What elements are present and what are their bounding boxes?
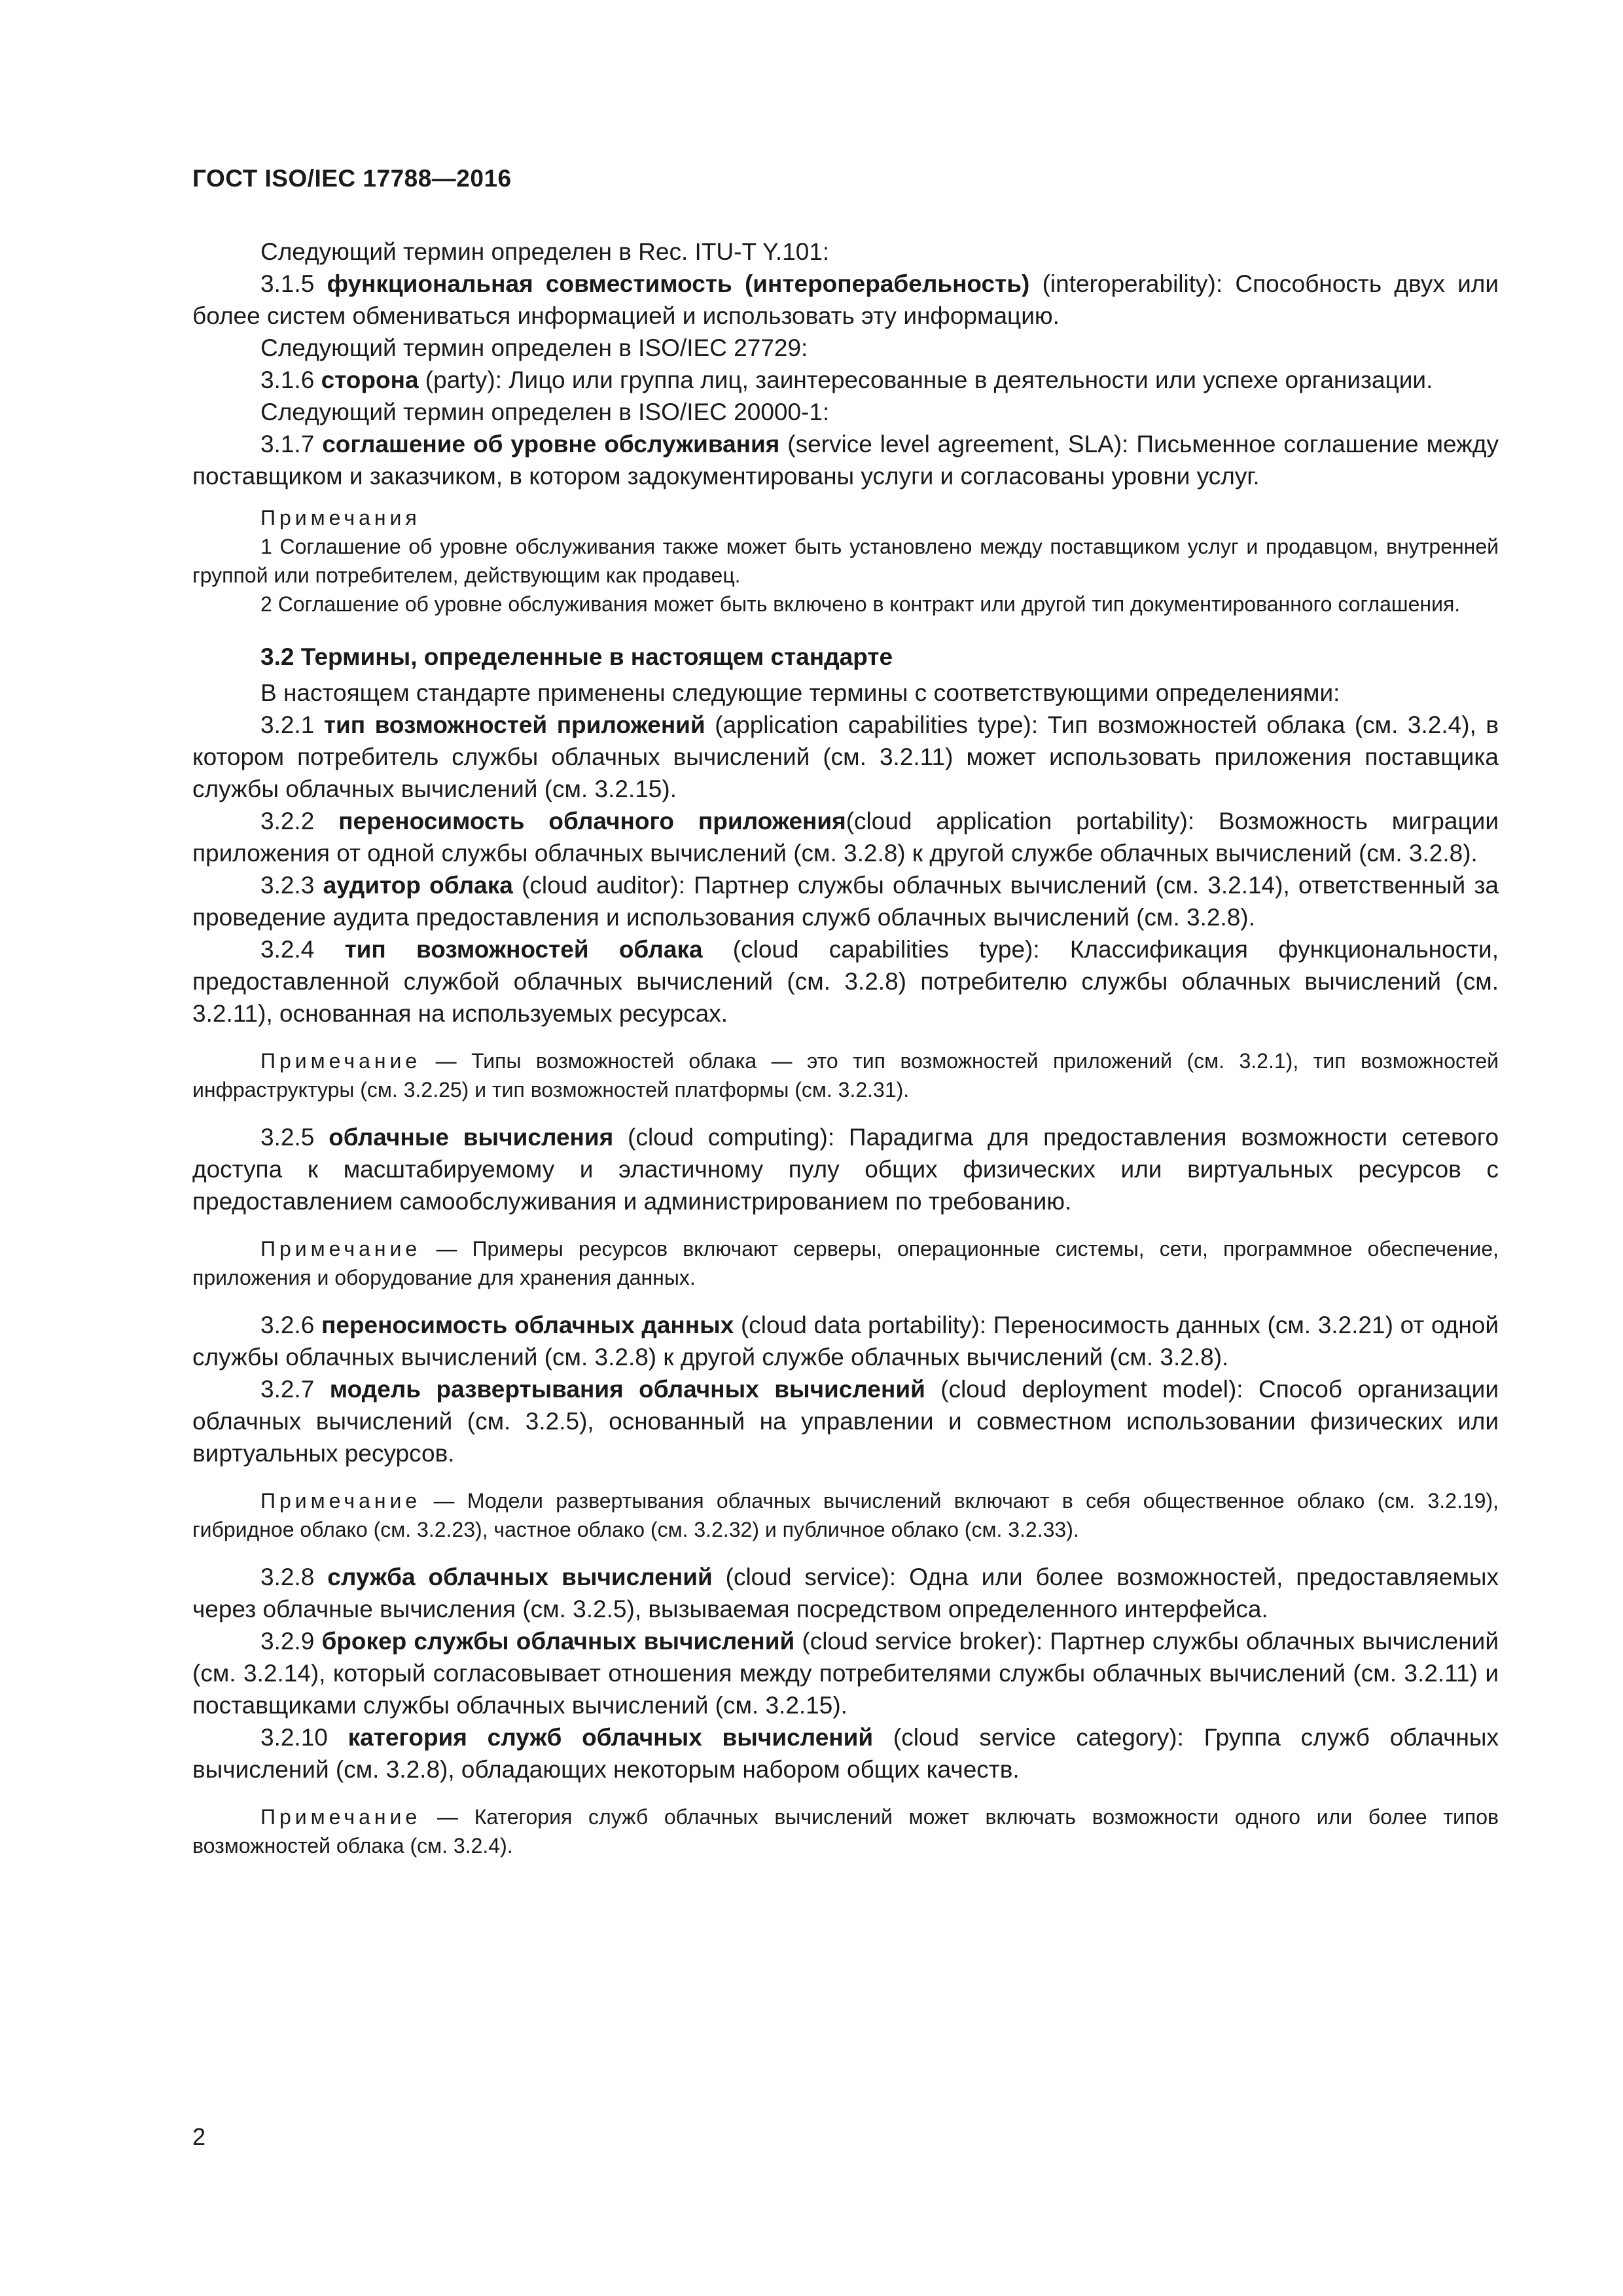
term-number: 3.2.10 xyxy=(260,1724,328,1751)
term-3-2-6 xyxy=(192,1309,1499,1373)
term-number: 3.2.1 xyxy=(260,711,315,738)
note-text: — Модели развертывания облачных вычислений включают в себя общественное облако (см. 3.2.19), гибридное облако (см. 3.2.23), частное облако (см. 3.2.32) и публичное облако (см. 3.2.33). xyxy=(192,1489,1499,1541)
notes-heading: Примечания xyxy=(260,506,421,529)
term-3-2-7 xyxy=(192,1373,1499,1469)
term-name: аудитор облака xyxy=(323,872,513,899)
page-number: 2 xyxy=(192,2123,206,2150)
term-3-1-5 xyxy=(192,268,1499,332)
term-3-2-10 xyxy=(192,1721,1499,1785)
term-definition: (cloud computing): Парадигма для предоставления возможности сетевого доступа к масштабируемому и эластичному пулу общих физических или виртуальных ресурсов с предоставлением самообслуживания и администрированием по требованию. xyxy=(192,1124,1499,1215)
term-number: 3.2.9 xyxy=(260,1628,315,1655)
term-3-1-6 xyxy=(192,364,1499,396)
term-number: 3.2.5 xyxy=(260,1124,315,1151)
term-definition: (service level agreement, SLA): Письменное соглашение между поставщиком и заказчиком, в котором задокументированы услуги и согласованы уровни услуг. xyxy=(192,431,1499,490)
term-definition: (cloud auditor): Партнер службы облачных вычислений (см. 3.2.14), ответственный за проведение аудита предоставления и использования служб облачных вычислений (см. 3.2.8). xyxy=(192,872,1499,931)
section-heading: 3.2 Термины, определенные в настоящем стандарте xyxy=(260,643,893,670)
term-definition: (party): Лицо или группа лиц, заинтересованные в деятельности или успехе организации. xyxy=(418,367,1433,393)
term-number: 3.1.5 xyxy=(260,270,315,297)
term-number: 3.1.6 xyxy=(260,367,315,393)
note-2: 2 Соглашение об уровне обслуживания может быть включено в контракт или другой тип документированного соглашения. xyxy=(260,592,1461,616)
term-3-2-4 xyxy=(192,933,1499,1030)
term-name: категория служб облачных вычислений xyxy=(348,1724,874,1751)
term-definition: (application capabilities type): Тип возможностей облака (см. 3.2.4), в котором потребитель службы облачных вычислений (см. 3.2.11) может использовать приложения поставщика службы облачных вычислений (см. 3.2.15). xyxy=(192,711,1499,802)
term-number: 3.2.7 xyxy=(260,1376,315,1403)
term-number: 3.2.8 xyxy=(260,1564,315,1590)
term-name: облачные вычисления xyxy=(329,1124,614,1151)
term-name: брокер службы облачных вычислений xyxy=(321,1628,795,1655)
note-3-2-5 xyxy=(192,1234,1499,1292)
note-3-2-7 xyxy=(192,1486,1499,1544)
note-label: Примечание xyxy=(260,1489,421,1513)
term-name: тип возможностей облака xyxy=(344,936,703,963)
term-name: соглашение об уровне обслуживания xyxy=(322,431,780,457)
term-name: модель развертывания облачных вычислений xyxy=(329,1376,925,1403)
note-1: 1 Соглашение об уровне обслуживания также может быть установлено между поставщиком услуг и продавцом, внутренней группой или потребителем, действующим как продавец. xyxy=(192,535,1499,587)
document-body xyxy=(192,236,1499,1877)
term-number: 3.2.4 xyxy=(260,936,315,963)
term-3-2-1 xyxy=(192,709,1499,805)
term-name: сторона xyxy=(321,367,419,393)
term-name: тип возможностей приложений xyxy=(323,711,705,738)
term-definition: (cloud data portability): Переносимость данных (см. 3.2.21) от одной службы облачных вычислений (см. 3.2.8) к другой службе облачных вычислений (см. 3.2.8). xyxy=(192,1312,1499,1371)
note-text: — Типы возможностей облака — это тип возможностей приложений (см. 3.2.1), тип возможностей инфраструктуры (см. 3.2.25) и тип возможностей платформы (см. 3.2.31). xyxy=(192,1049,1499,1102)
term-number: 3.1.7 xyxy=(260,431,315,457)
section-intro: В настоящем стандарте применены следующие термины с соответствующими определениями: xyxy=(260,679,1340,706)
term-3-1-7 xyxy=(192,428,1499,492)
term-definition: (cloud capabilities type): Классификация функциональности, предоставленной службой облачных вычислений (см. 3.2.8) потребителю службы облачных вычислений (см. 3.2.11), основанная на используемых ресурсах. xyxy=(192,936,1499,1027)
term-definition: (interoperability): Способность двух или более систем обмениваться информацией и использовать эту информацию. xyxy=(192,270,1499,329)
term-definition: (cloud application portability): Возможность миграции приложения от одной службы облачных вычислений (см. 3.2.8) к другой службе облачных вычислений (см. 3.2.8). xyxy=(192,808,1499,867)
term-name: служба облачных вычислений xyxy=(327,1564,713,1590)
term-definition: (cloud deployment model): Способ организации облачных вычислений (см. 3.2.5), основанный на управлении и совместном использовании физических или виртуальных ресурсов. xyxy=(192,1376,1499,1467)
note-label: Примечание xyxy=(260,1049,421,1073)
source-line: Следующий термин определен в Rec. ITU-T Y.101: xyxy=(260,238,830,265)
note-text: — Примеры ресурсов включают серверы, операционные системы, сети, программное обеспечение, приложения и оборудование для хранения данных. xyxy=(192,1237,1499,1289)
term-3-2-3 xyxy=(192,869,1499,933)
term-definition: (cloud service broker): Партнер службы облачных вычислений (см. 3.2.14), который согласовывает отношения между потребителями службы облачных вычислений (см. 3.2.11) и поставщиками службы облачных вычислений (см. 3.2.15). xyxy=(192,1628,1499,1719)
note-label: Примечание xyxy=(260,1805,421,1829)
note-3-2-4 xyxy=(192,1047,1499,1104)
document-header: ГОСТ ISO/IEC 17788—2016 xyxy=(192,165,512,192)
term-definition: (cloud service): Одна или более возможностей, предоставляемых через облачные вычисления (см. 3.2.5), вызываемая посредством определенного интерфейса. xyxy=(192,1564,1499,1623)
term-number: 3.2.3 xyxy=(260,872,315,899)
note-3-2-10 xyxy=(192,1803,1499,1860)
term-name: функциональная совместимость (интероперабельность) xyxy=(327,270,1030,297)
term-number: 3.2.2 xyxy=(260,808,315,834)
note-label: Примечание xyxy=(260,1237,421,1261)
source-line: Следующий термин определен в ISO/IEC 20000-1: xyxy=(260,399,830,425)
term-3-2-9 xyxy=(192,1625,1499,1721)
term-3-2-2 xyxy=(192,805,1499,869)
term-name: переносимость облачного приложения xyxy=(338,808,846,834)
term-3-2-8 xyxy=(192,1561,1499,1625)
term-3-2-5 xyxy=(192,1121,1499,1217)
term-name: переносимость облачных данных xyxy=(321,1312,734,1338)
term-definition: (cloud service category): Группа служб облачных вычислений (см. 3.2.8), обладающих некоторым набором общих качеств. xyxy=(192,1724,1499,1783)
source-line: Следующий термин определен в ISO/IEC 27729: xyxy=(260,334,808,361)
note-text: — Категория служб облачных вычислений может включать возможности одного или более типов возможностей облака (см. 3.2.4). xyxy=(192,1805,1499,1857)
term-number: 3.2.6 xyxy=(260,1312,315,1338)
